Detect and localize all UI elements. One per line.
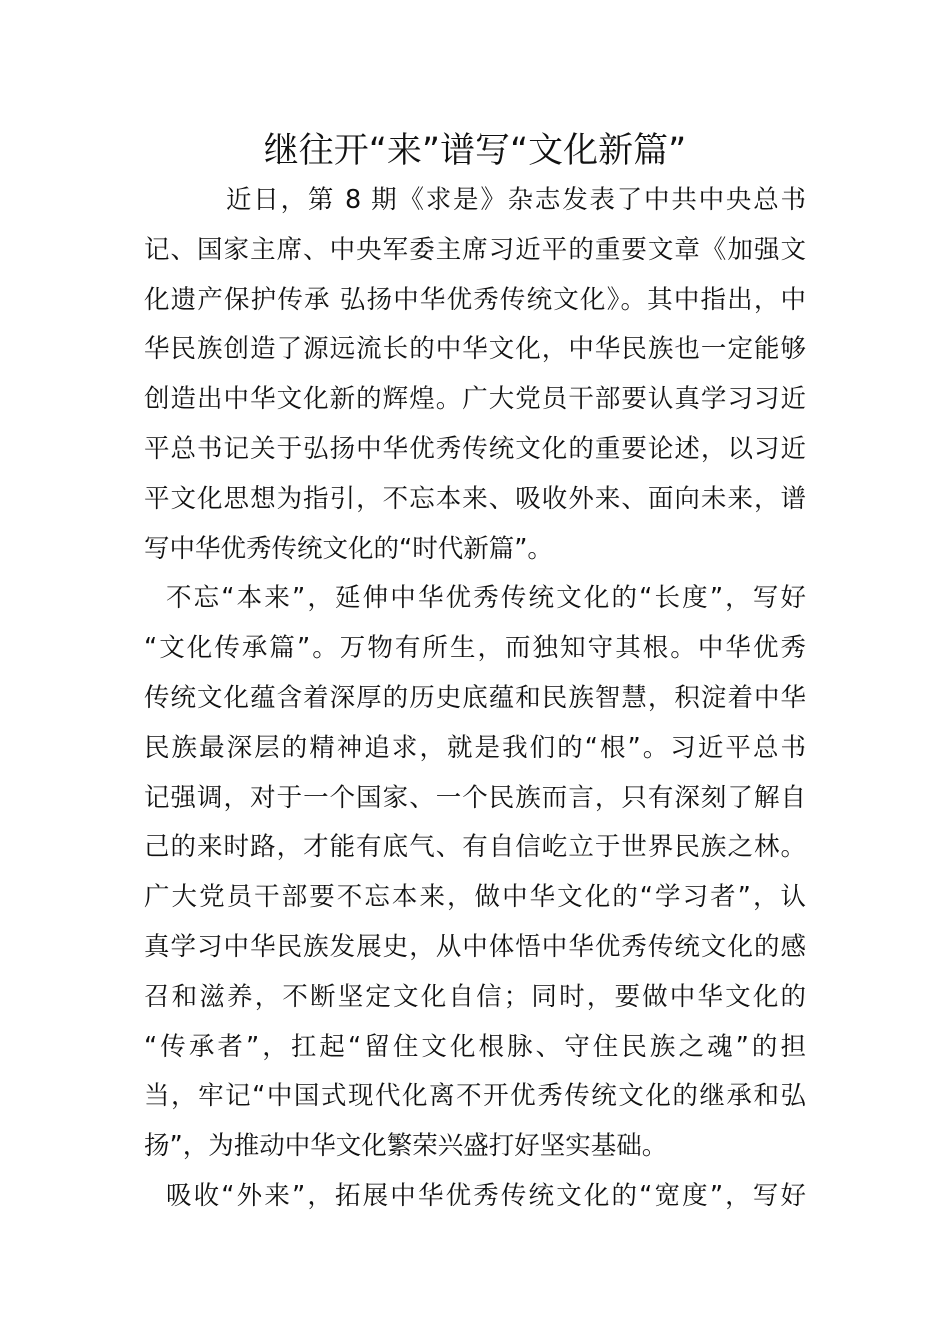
- text-line: 己的来时路，才能有底气、有自信屹立于世界民族之林。: [144, 832, 806, 863]
- paragraph-3: [144, 1172, 806, 1222]
- text-line: 召和滋养，不断坚定文化自信；同时，要做中华文化的: [144, 981, 806, 1012]
- text-line: 平文化思想为指引，不忘本来、吸收外来、面向未来，谱: [144, 483, 806, 514]
- text-line: 写中华优秀传统文化的“时代新篇”。: [144, 533, 553, 564]
- text-line: 当，牢记“中国式现代化离不开优秀传统文化的继承和弘: [144, 1081, 806, 1112]
- text-line: “传承者”，扛起“留住文化根脉、守住民族之魂”的担: [144, 1031, 806, 1062]
- text-line: 记强调，对于一个国家、一个民族而言，只有深刻了解自: [144, 782, 806, 813]
- paragraph-1: [144, 176, 806, 574]
- text-line: “文化传承篇”。万物有所生，而独知守其根。中华优秀: [144, 633, 806, 664]
- text-line: 广大党员干部要不忘本来，做中华文化的“学习者”，认: [144, 882, 806, 913]
- text-line: 不忘“本来”，延伸中华优秀传统文化的“长度”，写好: [166, 583, 806, 614]
- text-line: 记、国家主席、中央军委主席习近平的重要文章《加强文: [144, 234, 806, 265]
- text-line: 传统文化蕴含着深厚的历史底蕴和民族智慧，积淀着中华: [144, 682, 806, 713]
- text-line: 化遗产保护传承 弘扬中华优秀传统文化》。其中指出，中: [144, 284, 806, 315]
- document-body: [144, 176, 806, 1222]
- text-line: 吸收“外来”，拓展中华优秀传统文化的“宽度”，写好: [166, 1180, 806, 1211]
- text-line: 华民族创造了源远流长的中华文化，中华民族也一定能够: [144, 334, 806, 365]
- paragraph-2: [144, 574, 806, 1172]
- text-line: 创造出中华文化新的辉煌。广大党员干部要认真学习习近: [144, 384, 806, 415]
- text-line: 民族最深层的精神追求，就是我们的“根”。习近平总书: [144, 732, 806, 763]
- text-line: 近日，第 8 期《求是》杂志发表了中共中央总书: [226, 185, 806, 215]
- text-line: 扬”，为推动中华文化繁荣兴盛打好坚实基础。: [144, 1131, 668, 1162]
- text-line: 平总书记关于弘扬中华优秀传统文化的重要论述，以习近: [144, 433, 806, 464]
- text-line: 真学习中华民族发展史，从中体悟中华优秀传统文化的感: [144, 931, 806, 962]
- document-title: 继往开“来”谱写“文化新篇”: [263, 131, 687, 171]
